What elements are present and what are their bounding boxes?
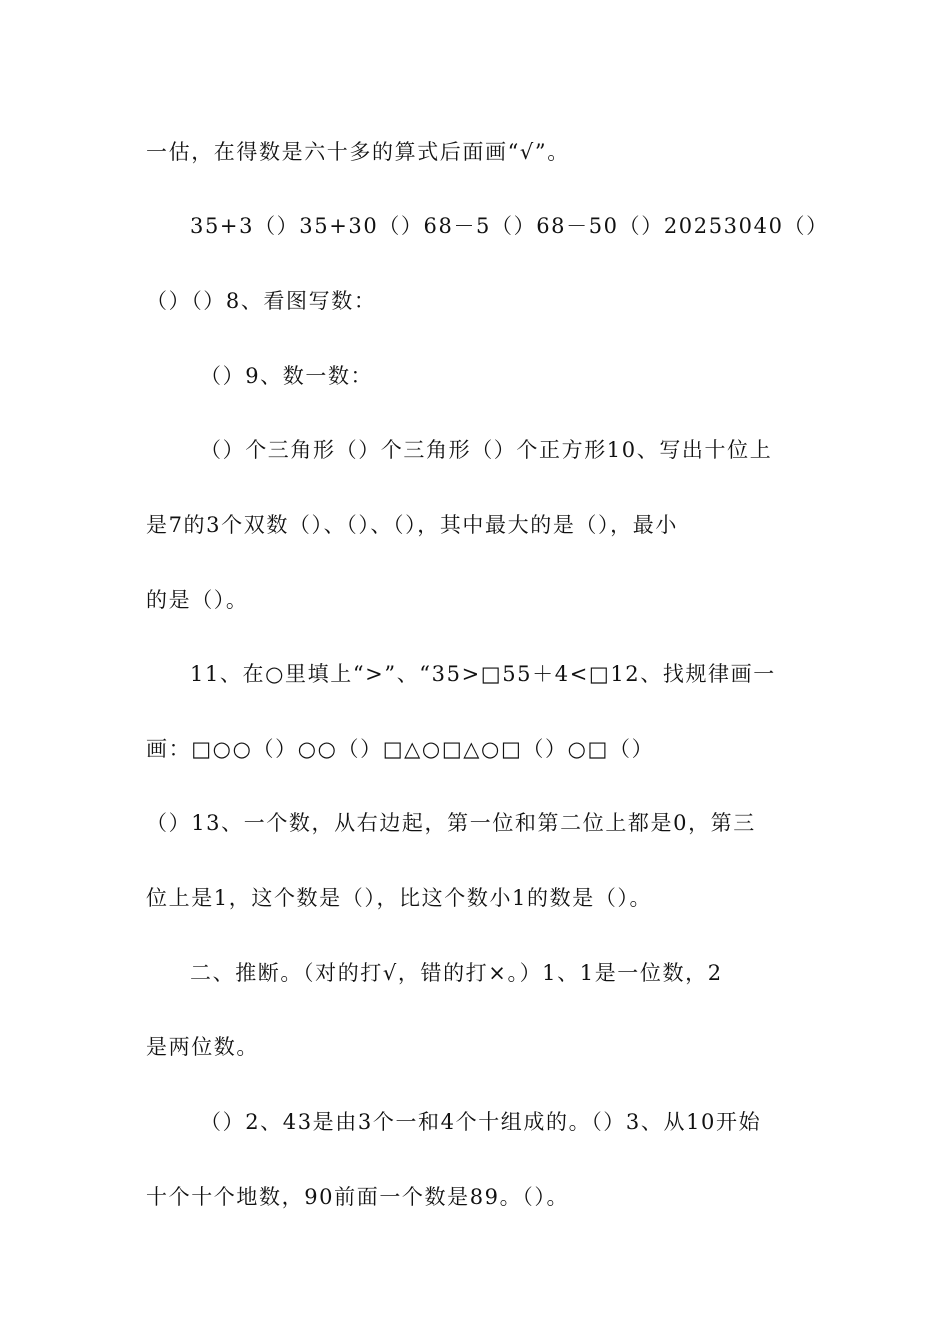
text-line-5: （）个三角形（）个三角形（）个正方形10、写出十位上 <box>200 438 773 462</box>
text-line-4: （）9、数一数： <box>200 364 374 388</box>
text-line-14: （）2、43是由3个一和4个十组成的。（）3、从10开始 <box>200 1110 762 1134</box>
text-line-13: 是两位数。 <box>146 1035 259 1059</box>
text-line-1: 一估，在得数是六十多的算式后面画“√”。 <box>146 140 570 164</box>
text-line-10: （）13、一个数，从右边起，第一位和第二位上都是0，第三 <box>146 811 756 835</box>
text-line-6: 是7的3个双数（）、（）、（），其中最大的是（），最小 <box>146 513 678 537</box>
text-line-3: （）（）8、看图写数： <box>146 289 377 313</box>
text-line-8: 11、在○里填上“>”、“35>□55＋4<□12、找规律画一 <box>190 662 776 686</box>
text-line-7: 的是（）。 <box>146 588 249 612</box>
text-line-11: 位上是1，这个数是（），比这个数小1的数是（）。 <box>146 886 653 910</box>
text-line-15: 十个十个地数，90前面一个数是89。（）。 <box>146 1185 570 1209</box>
text-line-9: 画：□○○（）○○（）□△○□△○□（）○□（） <box>146 737 655 761</box>
text-line-12: 二、推断。（对的打√，错的打×。）1、1是一位数，2 <box>190 961 723 985</box>
text-line-2: 35+3（）35+30（）68－5（）68－50（）20253040（） <box>190 214 829 238</box>
